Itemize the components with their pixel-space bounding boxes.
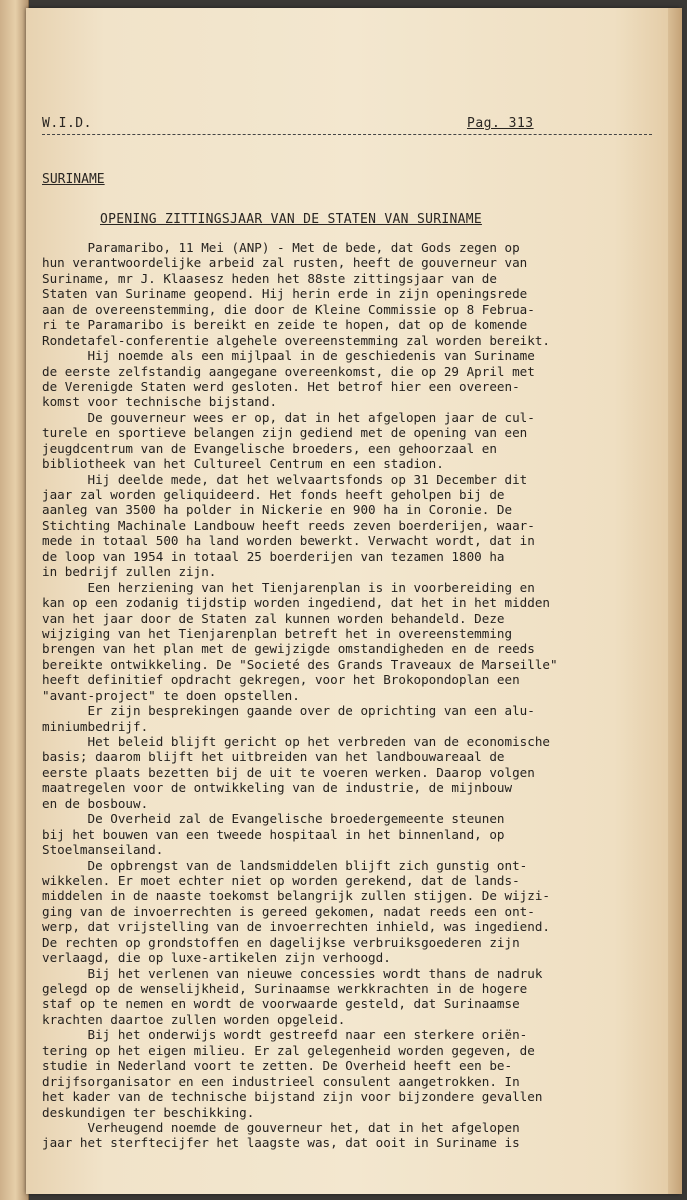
- text-line: De Overheid zal de Evangelische broedergemeente steunen: [42, 811, 505, 827]
- text-line: Een herziening van het Tienjarenplan is in voorbereiding en: [42, 579, 535, 595]
- article-body: [42, 240, 658, 1151]
- text-line: mede in totaal 500 ha land worden bewerkt. Verwacht wordt, dat in: [42, 533, 535, 549]
- text-line: in bedrijf zullen zijn.: [42, 564, 217, 580]
- text-line: drijfsorganisator en een industrieel consulent aangetrokken. In: [42, 1073, 520, 1089]
- text-line: van het jaar door de Staten zal kunnen worden behandeld. Deze: [42, 610, 505, 626]
- text-line: "avant-project" te doen opstellen.: [42, 687, 300, 703]
- text-line: de Verenigde Staten werd gesloten. Het betrof hier een overeen-: [42, 378, 520, 394]
- text-line: krachten daartoe zullen worden opgeleid.: [42, 1011, 346, 1027]
- text-line: de eerste zelfstandig aangegane overeenkomst, die op 29 April met: [42, 363, 535, 379]
- text-line: Rondetafel-conferentie algehele overeenstemming zal worden bereikt.: [42, 332, 550, 348]
- page-edge-strip: [668, 8, 682, 1194]
- text-line: Verheugend noemde de gouverneur het, dat in het afgelopen: [42, 1119, 520, 1135]
- text-line: brengen van het plan met de gewijzigde omstandigheden en de reeds: [42, 641, 535, 657]
- text-line: jeugdcentrum van de Evangelische broeders, een gehoorzaal en: [42, 440, 497, 456]
- text-line: aan de overeenstemming, die door de Kleine Commissie op 8 Februa-: [42, 301, 535, 317]
- page-number: Pag. 313: [467, 116, 534, 131]
- text-line: Suriname, mr J. Klaasesz heden het 88ste zittingsjaar van de: [42, 270, 497, 286]
- text-line: verlaagd, die op luxe-artikelen zijn verhoogd.: [42, 950, 391, 966]
- text-line: werp, dat vrijstelling van de invoerrechten inhield, was ingediend.: [42, 919, 550, 935]
- text-line: Stichting Machinale Landbouw heeft reeds zeven boerderijen, waar-: [42, 517, 535, 533]
- text-line: de loop van 1954 in totaal 25 boerderijen van tezamen 1800 ha: [42, 548, 505, 564]
- document-page: [26, 8, 680, 1194]
- page-header: [42, 116, 652, 135]
- text-line: Hij deelde mede, dat het welvaartsfonds op 31 December dit: [42, 471, 528, 487]
- text-line: ging van de invoerrechten is gereed gekomen, nadat reeds een ont-: [42, 903, 535, 919]
- text-line: tering op het eigen milieu. Er zal gelegenheid worden gegeven, de: [42, 1042, 535, 1058]
- text-line: ri te Paramaribo is bereikt en zeide te hopen, dat op de komende: [42, 317, 528, 333]
- text-line: hun verantwoordelijke arbeid zal rusten, heeft de gouverneur van: [42, 255, 528, 271]
- text-line: aanleg van 3500 ha polder in Nickerie en 900 ha in Coronie. De: [42, 502, 513, 518]
- text-line: Het beleid blijft gericht op het verbreden van de economische: [42, 734, 550, 749]
- binding-edge: [0, 0, 29, 1200]
- text-line: jaar zal worden geliquideerd. Het fonds heeft geholpen bij de: [42, 487, 505, 502]
- text-line: komst voor technische bijstand.: [42, 394, 278, 410]
- text-line: bereikte ontwikkeling. De "Societé des Grands Traveaux de Marseille": [42, 656, 558, 672]
- text-line: kan op een zodanig tijdstip worden ingediend, dat het in het midden: [42, 595, 550, 611]
- text-line: middelen in de naaste toekomst belangrijk zullen stijgen. De wijzi-: [42, 888, 550, 904]
- text-line: maatregelen voor de ontwikkeling van de industrie, de mijnbouw: [42, 780, 513, 796]
- text-line: bij het bouwen van een tweede hospitaal in het binnenland, op: [42, 826, 505, 842]
- text-line: wikkelen. Er moet echter niet op worden gerekend, dat de lands-: [42, 872, 520, 888]
- text-line: heeft definitief opdracht gekregen, voor het Brokopondoplan een: [42, 672, 520, 688]
- text-line: het kader van de technische bijstand zijn voor bijzondere gevallen: [42, 1089, 543, 1105]
- text-line: De rechten op grondstoffen en dagelijkse verbruiksgoederen zijn: [42, 934, 520, 950]
- text-line: Staten van Suriname geopend. Hij herin erde in zijn openingsrede: [42, 286, 528, 302]
- article-title: OPENING ZITTINGSJAAR VAN DE STATEN VAN SURINAME: [100, 212, 482, 227]
- section-heading: SURINAME: [42, 172, 105, 187]
- text-line: en de bosbouw.: [42, 795, 149, 811]
- text-line: Bij het onderwijs wordt gestreefd naar een sterkere oriën-: [42, 1027, 528, 1043]
- text-line: turele en sportieve belangen zijn gediend met de opening van een: [42, 425, 528, 441]
- text-line: staf op te nemen en wordt de voorwaarde gesteld, dat Surinaamse: [42, 996, 520, 1012]
- header-source: W.I.D.: [42, 116, 92, 131]
- text-line: Bij het verlenen van nieuwe concessies wordt thans de nadruk: [42, 965, 543, 981]
- text-line: miniumbedrijf.: [42, 718, 149, 734]
- text-line: bibliotheek van het Cultureel Centrum en een stadion.: [42, 456, 444, 472]
- text-line: Er zijn besprekingen gaande over de oprichting van een alu-: [42, 703, 535, 719]
- text-line: studie in Nederland voort te zetten. De Overheid heeft een be-: [42, 1058, 513, 1074]
- text-line: De opbrengst van de landsmiddelen blijft zich gunstig ont-: [42, 857, 528, 873]
- text-line: Paramaribo, 11 Mei (ANP) - Met de bede, dat Gods zegen op: [42, 240, 520, 255]
- text-line: gelegd op de wenselijkheid, Surinaamse werkkrachten in de hogere: [42, 981, 528, 996]
- text-line: Stoelmanseiland.: [42, 842, 164, 858]
- text-line: basis; daarom blijft het uitbreiden van het landbouwareaal de: [42, 749, 505, 765]
- text-line: jaar het sterftecijfer het laagste was, dat ooit in Suriname is: [42, 1135, 520, 1151]
- text-line: deskundigen ter beschikking.: [42, 1104, 255, 1120]
- text-line: wijziging van het Tienjarenplan betreft het in overeenstemming: [42, 625, 513, 641]
- text-line: Hij noemde als een mijlpaal in de geschiedenis van Suriname: [42, 348, 535, 364]
- text-line: De gouverneur wees er op, dat in het afgelopen jaar de cul-: [42, 409, 535, 425]
- text-line: eerste plaats bezetten bij de uit te voeren werken. Daarop volgen: [42, 764, 535, 780]
